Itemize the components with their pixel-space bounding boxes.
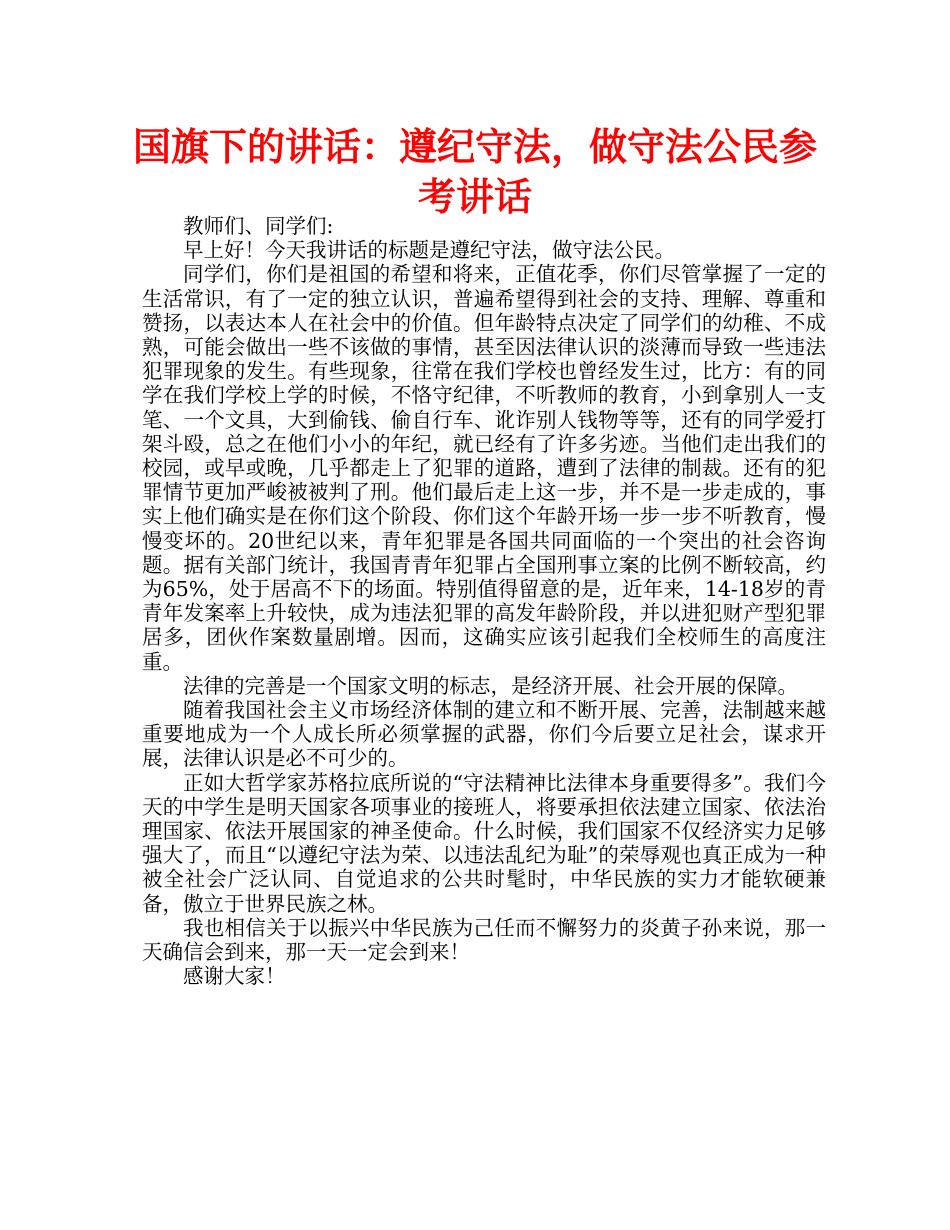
paragraph-topic: 早上好！今天我讲话的标题是遵纪守法，做守法公民。 [183, 238, 675, 263]
paragraph-socrates: 正如大哲学家苏格拉底所说的“守法精神比法律本身重要得多”。我们今天的中学生是明天国家各项事业的接班人，将要承担依法建立国家、依法治理国家、依法开展国家的神圣使命。什么时候，我们国家不仅经济实力足够强大了，而且“以遵纪守法为荣、以违法乱纪为耻”的荣辱观也真正成为一种被全社会广泛认同、自觉追求的公共时髦时，中华民族的实力才能软硬兼备，傲立于世界民族之林。 [142, 770, 826, 916]
paragraph-greeting: 教师们、同学们: [183, 214, 334, 238]
paragraph-main: 同学们，你们是祖国的希望和将来，正值花季，你们尽管掌握了一定的生活常识，有了一定的独立认识，普遍希望得到社会的支持、理解、尊重和赞扬，以表达本人在社会中的价值。但年龄特点决定了同学们的幼稚、不成熟，可能会做出一些不该做的事情，甚至因法律认识的淡薄而导致一些违法犯罪现象的发生。有些现象，往常在我们学校也曾经发生过，比方：有的同学在我们学校上学的时候，不恪守纪律，不听教师的教育，小到拿别人一支笔、一个文具，大到偷钱、偷自行车、讹诈别人钱物等等，还有的同学爱打架斗殴，总之在他们小小的年纪，就已经有了许多劣迹。当他们走出我们的校园，或早或晚，几乎都走上了犯罪的道路，遭到了法律的制裁。还有的犯罪情节更加严峻被被判了刑。他们最后走上这一步，并不是一步走成的，事实上他们确实是在你们这个阶段、你们这个年龄开场一步一步不听教育，慢慢变坏的。20世纪以来，青年犯罪是各国共同面临的一个突出的社会咨询题。据有关部门统计，我国青青年犯罪占全国刑事立案的比例不断较高，约为65%，处于居高不下的场面。特别值得留意的是，近年来，14-18岁的青青年发案率上升较快，成为违法犯罪的高发年龄阶段，并以进犯财产型犯罪居多，团伙作案数量剧增。因而，这确实应该引起我们全校师生的高度注重。 [142, 262, 826, 674]
paragraph-belief: 我也相信关于以振兴中华民族为己任而不懈努力的炎黄子孙来说，那一天确信会到来，那一天一定会到来！ [142, 915, 826, 965]
paragraph-law-civilization: 法律的完善是一个国家文明的标志，是经济开展、社会开展的保障。 [183, 673, 798, 698]
document-body [142, 214, 826, 989]
paragraph-thanks: 感谢大家！ [183, 964, 286, 989]
paragraph-legal-system: 随着我国社会主义市场经济体制的建立和不断开展、完善，法制越来越重要地成为一个人成长所必须掌握的武器，你们今后要立足社会，谋求开展，法律认识是必不可少的。 [142, 698, 826, 771]
document-title: 国旗下的讲话：遵纪守法，做守法公民参考讲话 [132, 125, 817, 219]
